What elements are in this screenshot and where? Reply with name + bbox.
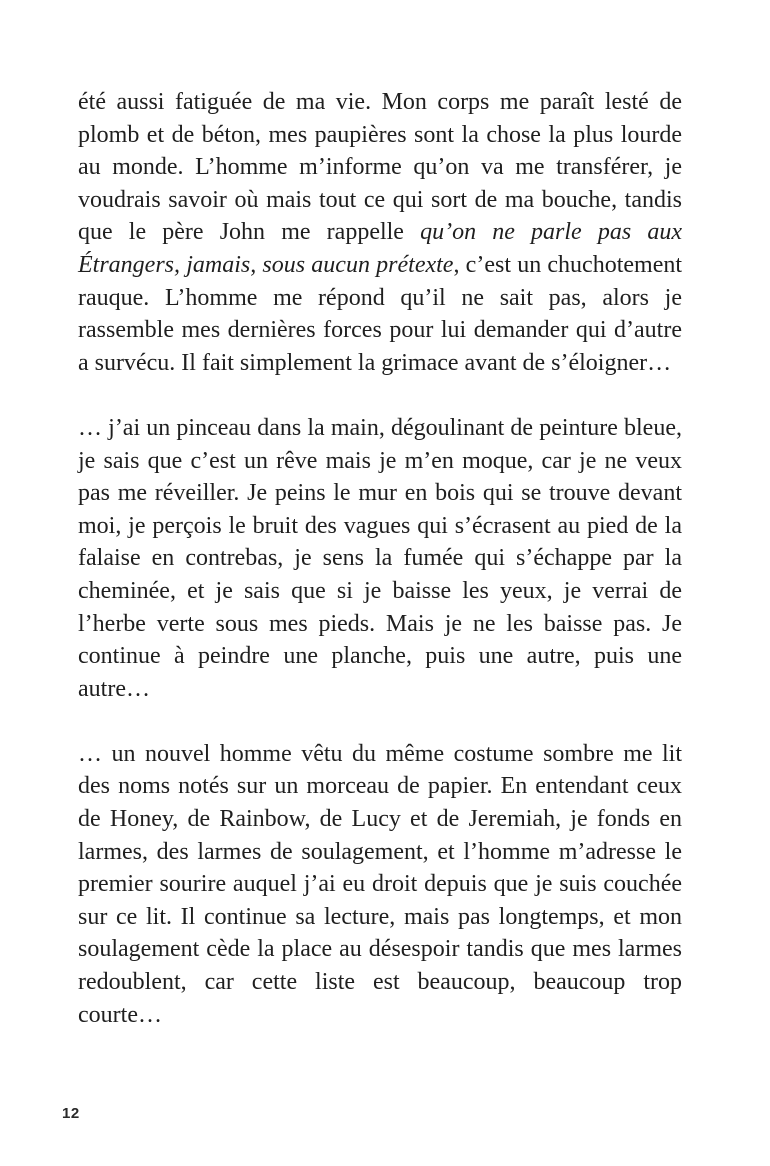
paragraph-3-text: … un nouvel homme vêtu du même costume sombre me lit des noms notés sur un morceau de papier. En entendant ceux de Honey, de Rainbow, de Lucy et de Jeremiah, je fonds en larmes, des larmes de soulagement, et l’homme m’adresse le premier sourire auquel j’ai eu droit depuis que je suis couchée sur ce lit. Il continue sa lecture, mais pas longtemps, et mon soulagement cède la place au désespoir tandis que mes larmes redoublent, car cette liste est beaucoup, beaucoup trop courte… [78, 740, 682, 1028]
paragraph-1-text: été aussi fatiguée de ma vie. Mon corps me paraît lesté de plomb et de béton, mes paupières sont la chose la plus lourde au monde. L’homme m’informe qu’on va me transférer, je voudrais savoir où mais tout ce qui sort de ma bouche, tandis que le père John me rappelle [78, 89, 682, 246]
paragraph-2-text: … j’ai un pinceau dans la main, dégoulinant de peinture bleue, je sais que c’est un rêve mais je m’en moque, car je ne veux pas me réveiller. Je peins le mur en bois qui se trouve devant moi, je perçois le bruit des vagues qui s’écrasent au pied de la falaise en contrebas, je sens la fumée qui s’échappe par la cheminée, et je sais que si je baisse les yeux, je verrai de l’herbe verte sous mes pieds. Mais je ne les baisse pas. Je continue à peindre une planche, puis une autre, puis une autre… [78, 414, 682, 702]
paragraph-1 [78, 86, 682, 379]
paragraph-3 [78, 738, 682, 1031]
paragraph-1-text-end: , c’est un chuchotement rauque. L’homme me répond qu’il ne sait pas, alors je rassemble mes dernières forces pour lui demander qui d’autre a survécu. Il fait simplement la grimace avant de s’éloigner… [78, 251, 683, 376]
body-text [78, 86, 682, 1031]
paragraph-2 [78, 412, 682, 705]
page-number: 12 [62, 1105, 80, 1122]
paragraph-1-italic-quote: qu’on ne parle pas aux Étrangers, jamais, sous aucun prétexte [78, 219, 682, 278]
